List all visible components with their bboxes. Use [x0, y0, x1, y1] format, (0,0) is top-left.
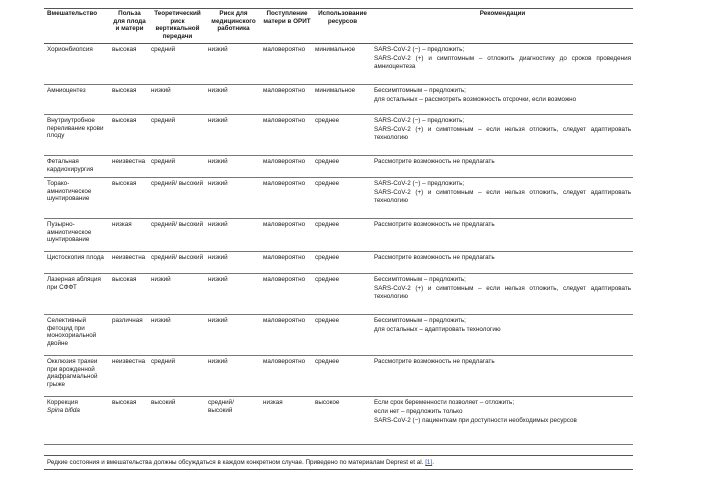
cell-intervention [44, 315, 110, 356]
cell-resources [313, 397, 372, 445]
cell-resources [313, 252, 372, 274]
cell-intervention-text: Хорионбиопсия [47, 46, 93, 53]
cell-intervention-text: Лазерная абляция при СФФТ [47, 276, 101, 291]
recommendation-line: Бессимптомным – предложить; [374, 276, 466, 283]
cell-recommendation [372, 178, 633, 219]
cell-worker-risk-text: низкий [208, 117, 228, 124]
cell-icu [261, 252, 313, 274]
cell-benefit [110, 219, 149, 252]
cell-benefit [110, 156, 149, 178]
cell-vertical-risk [149, 397, 206, 445]
cell-recommendation [372, 397, 633, 445]
cell-icu-text: низкая [263, 399, 283, 406]
cell-worker-risk-text: низкий [208, 87, 228, 94]
cell-icu [261, 397, 313, 445]
cell-benefit-text: высокая [112, 46, 137, 53]
cell-icu-text: маловероятно [263, 46, 306, 53]
cell-worker-risk [206, 85, 261, 115]
cell-intervention-text: Амниоцентез [47, 87, 86, 94]
cell-worker-risk-text: низкий [208, 317, 228, 324]
cell-vertical-risk-text: низкий [151, 317, 171, 324]
recommendation-line: SARS-CoV-2 (−) пациенткам при доступности необходимых ресурсов [374, 417, 577, 424]
footnote-reference-link[interactable]: [1] [425, 459, 433, 466]
cell-resources [313, 44, 372, 85]
document [44, 8, 633, 470]
cell-benefit-text: высокая [112, 399, 137, 406]
recommendation-line: Бессимптомным – предложить; [374, 87, 466, 94]
cell-intervention [44, 85, 110, 115]
cell-vertical-risk-text: низкий [151, 276, 171, 283]
cell-intervention-text: Фетальная кардиохирургия [47, 158, 94, 173]
table-row [44, 356, 633, 397]
cell-worker-risk-text: низкий [208, 180, 228, 187]
cell-intervention-text: Селективный фетоцид при монохориальной двойне [47, 317, 97, 347]
cell-icu-text: маловероятно [263, 117, 306, 124]
cell-worker-risk [206, 219, 261, 252]
cell-worker-risk-text: низкий [208, 276, 228, 283]
cell-intervention [44, 178, 110, 219]
cell-vertical-risk-text: средний/ высокий [151, 254, 204, 261]
recommendation-line: для остальных – рассмотреть возможность отсрочки, если возможно [374, 96, 577, 103]
recommendation-line: Бессимптомным – предложить; [374, 317, 466, 324]
cell-worker-risk [206, 274, 261, 315]
cell-recommendation [372, 85, 633, 115]
cell-resources [313, 356, 372, 397]
cell-resources [313, 85, 372, 115]
cell-worker-risk-text: средний/ высокий [208, 399, 234, 414]
cell-worker-risk-text: низкий [208, 46, 228, 53]
cell-intervention-text: Торако-амниотическое шунтирование [47, 180, 92, 202]
cell-vertical-risk [149, 156, 206, 178]
recommendation-line: SARS-CoV-2 (+) и симптомным – если нельзя отложить, следует адаптировать технологию [374, 285, 631, 300]
recommendation-line: Если срок беременности позволяет – отложить; [374, 399, 515, 406]
cell-benefit-text: высокая [112, 87, 137, 94]
cell-icu [261, 178, 313, 219]
cell-intervention-text: Цистоскопия плода [47, 254, 104, 261]
cell-vertical-risk [149, 315, 206, 356]
cell-vertical-risk-text: средний [151, 117, 176, 124]
header-worker-risk: Риск для медицинского работника [206, 9, 261, 44]
recommendation-line: Рассмотрите возможность не предлагать [374, 358, 495, 365]
cell-icu-text: маловероятно [263, 180, 306, 187]
header-row [44, 9, 633, 44]
cell-benefit-text: неизвестна [112, 358, 146, 365]
cell-worker-risk [206, 44, 261, 85]
cell-icu-text: маловероятно [263, 221, 306, 228]
cell-resources [313, 274, 372, 315]
cell-benefit-text: различная [112, 317, 143, 324]
cell-resources [313, 315, 372, 356]
cell-recommendation [372, 274, 633, 315]
cell-resources-text: среднее [315, 317, 340, 324]
cell-intervention [44, 274, 110, 315]
cell-vertical-risk-text: высокий [151, 399, 176, 406]
table-row [44, 115, 633, 156]
cell-intervention [44, 356, 110, 397]
cell-icu-text: маловероятно [263, 158, 306, 165]
cell-worker-risk-text: низкий [208, 358, 228, 365]
cell-benefit-text: неизвестна [112, 254, 146, 261]
table-row [44, 252, 633, 274]
cell-icu [261, 85, 313, 115]
cell-intervention [44, 156, 110, 178]
cell-benefit-text: неизвестна [112, 158, 146, 165]
cell-intervention-text: Пузырно-амниотическое шунтирование [47, 221, 92, 243]
cell-resources-text: минимальное [315, 46, 356, 53]
cell-benefit [110, 397, 149, 445]
recommendation-line: SARS-CoV-2 (+) и симптомным – если нельзя отложить, следует адаптировать технологию [374, 189, 631, 204]
table-row [44, 219, 633, 252]
cell-icu [261, 115, 313, 156]
header-recommendations: Рекомендации [372, 9, 633, 44]
cell-benefit [110, 115, 149, 156]
cell-vertical-risk [149, 178, 206, 219]
cell-icu-text: маловероятно [263, 276, 306, 283]
cell-resources-text: высокое [315, 399, 340, 406]
recommendation-line: SARS-CoV-2 (+) и симптомным – если нельзя отложить, следует адаптировать технологию [374, 126, 631, 141]
cell-intervention-text: Коррекция [47, 399, 78, 406]
cell-vertical-risk-text: средний [151, 46, 176, 53]
cell-intervention [44, 115, 110, 156]
cell-intervention [44, 397, 110, 445]
cell-benefit-text: высокая [112, 117, 137, 124]
cell-recommendation [372, 156, 633, 178]
cell-resources [313, 178, 372, 219]
cell-benefit [110, 315, 149, 356]
cell-recommendation [372, 356, 633, 397]
cell-benefit [110, 274, 149, 315]
cell-recommendation [372, 115, 633, 156]
cell-icu [261, 44, 313, 85]
recommendation-line: Рассмотрите возможность не предлагать [374, 254, 495, 261]
cell-benefit [110, 178, 149, 219]
cell-resources-text: среднее [315, 276, 340, 283]
cell-worker-risk-text: низкий [208, 221, 228, 228]
cell-icu-text: маловероятно [263, 87, 306, 94]
cell-resources-text: среднее [315, 221, 340, 228]
cell-benefit-text: высокая [112, 180, 137, 187]
cell-icu [261, 356, 313, 397]
cell-worker-risk [206, 397, 261, 445]
cell-worker-risk [206, 178, 261, 219]
cell-icu [261, 219, 313, 252]
cell-vertical-risk-text: средний [151, 358, 176, 365]
cell-benefit-text: высокая [112, 276, 137, 283]
cell-benefit [110, 252, 149, 274]
recommendation-line: Рассмотрите возможность не предлагать [374, 221, 495, 228]
cell-icu-text: маловероятно [263, 317, 306, 324]
cell-resources [313, 156, 372, 178]
cell-recommendation [372, 315, 633, 356]
cell-icu-text: маловероятно [263, 254, 306, 261]
cell-resources-text: среднее [315, 358, 340, 365]
cell-intervention-text: Внутриутробное переливание крови плоду [47, 117, 104, 139]
cell-worker-risk [206, 315, 261, 356]
recommendations-table [44, 8, 633, 445]
cell-intervention [44, 252, 110, 274]
recommendation-line: если нет – предложить только [374, 408, 463, 415]
header-vertical-risk: Теоретический риск вертикальной передачи [149, 9, 206, 44]
cell-vertical-risk [149, 85, 206, 115]
cell-benefit [110, 356, 149, 397]
table-row [44, 85, 633, 115]
cell-icu [261, 315, 313, 356]
table-row [44, 315, 633, 356]
cell-worker-risk [206, 356, 261, 397]
table-row [44, 397, 633, 445]
footnote-text: Редкие состояния и вмешательства должны обсуждаться в каждом конкретном случае. Приведено по материалам Deprest et al. [47, 459, 426, 466]
cell-benefit [110, 44, 149, 85]
recommendation-line: SARS-CoV-2 (−) – предложить; [374, 46, 465, 53]
cell-worker-risk-text: низкий [208, 158, 228, 165]
cell-vertical-risk-text: средний/ высокий [151, 221, 204, 228]
header-resources: Использование ресурсов [313, 9, 372, 44]
cell-recommendation [372, 219, 633, 252]
cell-worker-risk-text: низкий [208, 254, 228, 261]
cell-vertical-risk-text: низкий [151, 87, 171, 94]
cell-benefit [110, 85, 149, 115]
cell-vertical-risk [149, 44, 206, 85]
table-row [44, 274, 633, 315]
footnote [44, 455, 633, 470]
cell-benefit-text: низкая [112, 221, 132, 228]
cell-intervention [44, 219, 110, 252]
header-icu: Поступление матери в ОРИТ [261, 9, 313, 44]
cell-icu-text: маловероятно [263, 358, 306, 365]
cell-vertical-risk [149, 356, 206, 397]
cell-intervention-text: Окклюзия трахеи при врожденной диафрагмальной грыже [47, 358, 98, 388]
recommendation-line: SARS-CoV-2 (+) и симптомным – отложить диагностику до сроков проведения амниоцентеза [374, 55, 631, 70]
table-row [44, 44, 633, 85]
recommendation-line: SARS-CoV-2 (−) – предложить; [374, 180, 465, 187]
cell-vertical-risk [149, 219, 206, 252]
cell-vertical-risk-text: средний/ высокий [151, 180, 204, 187]
cell-vertical-risk [149, 274, 206, 315]
cell-resources-text: среднее [315, 158, 340, 165]
cell-resources [313, 219, 372, 252]
cell-worker-risk [206, 115, 261, 156]
cell-worker-risk [206, 156, 261, 178]
cell-worker-risk [206, 252, 261, 274]
cell-intervention [44, 44, 110, 85]
cell-resources-text: среднее [315, 180, 340, 187]
table-row [44, 178, 633, 219]
footnote-tail: . [432, 459, 434, 466]
cell-icu [261, 274, 313, 315]
table-row [44, 156, 633, 178]
header-intervention: Вмешательство [44, 9, 110, 44]
cell-vertical-risk [149, 115, 206, 156]
cell-resources [313, 115, 372, 156]
cell-resources-text: среднее [315, 254, 340, 261]
cell-vertical-risk [149, 252, 206, 274]
recommendation-line: для остальных – адаптировать технологию [374, 326, 501, 333]
recommendation-line: Рассмотрите возможность не предлагать [374, 158, 495, 165]
cell-recommendation [372, 44, 633, 85]
cell-resources-text: среднее [315, 117, 340, 124]
header-benefit: Польза для плода и матери [110, 9, 149, 44]
cell-intervention-italic: Spina bifida [47, 406, 80, 414]
cell-recommendation [372, 252, 633, 274]
cell-vertical-risk-text: средний [151, 158, 176, 165]
cell-icu [261, 156, 313, 178]
recommendation-line: SARS-CoV-2 (−) – предложить; [374, 117, 465, 124]
cell-resources-text: минимальное [315, 87, 356, 94]
